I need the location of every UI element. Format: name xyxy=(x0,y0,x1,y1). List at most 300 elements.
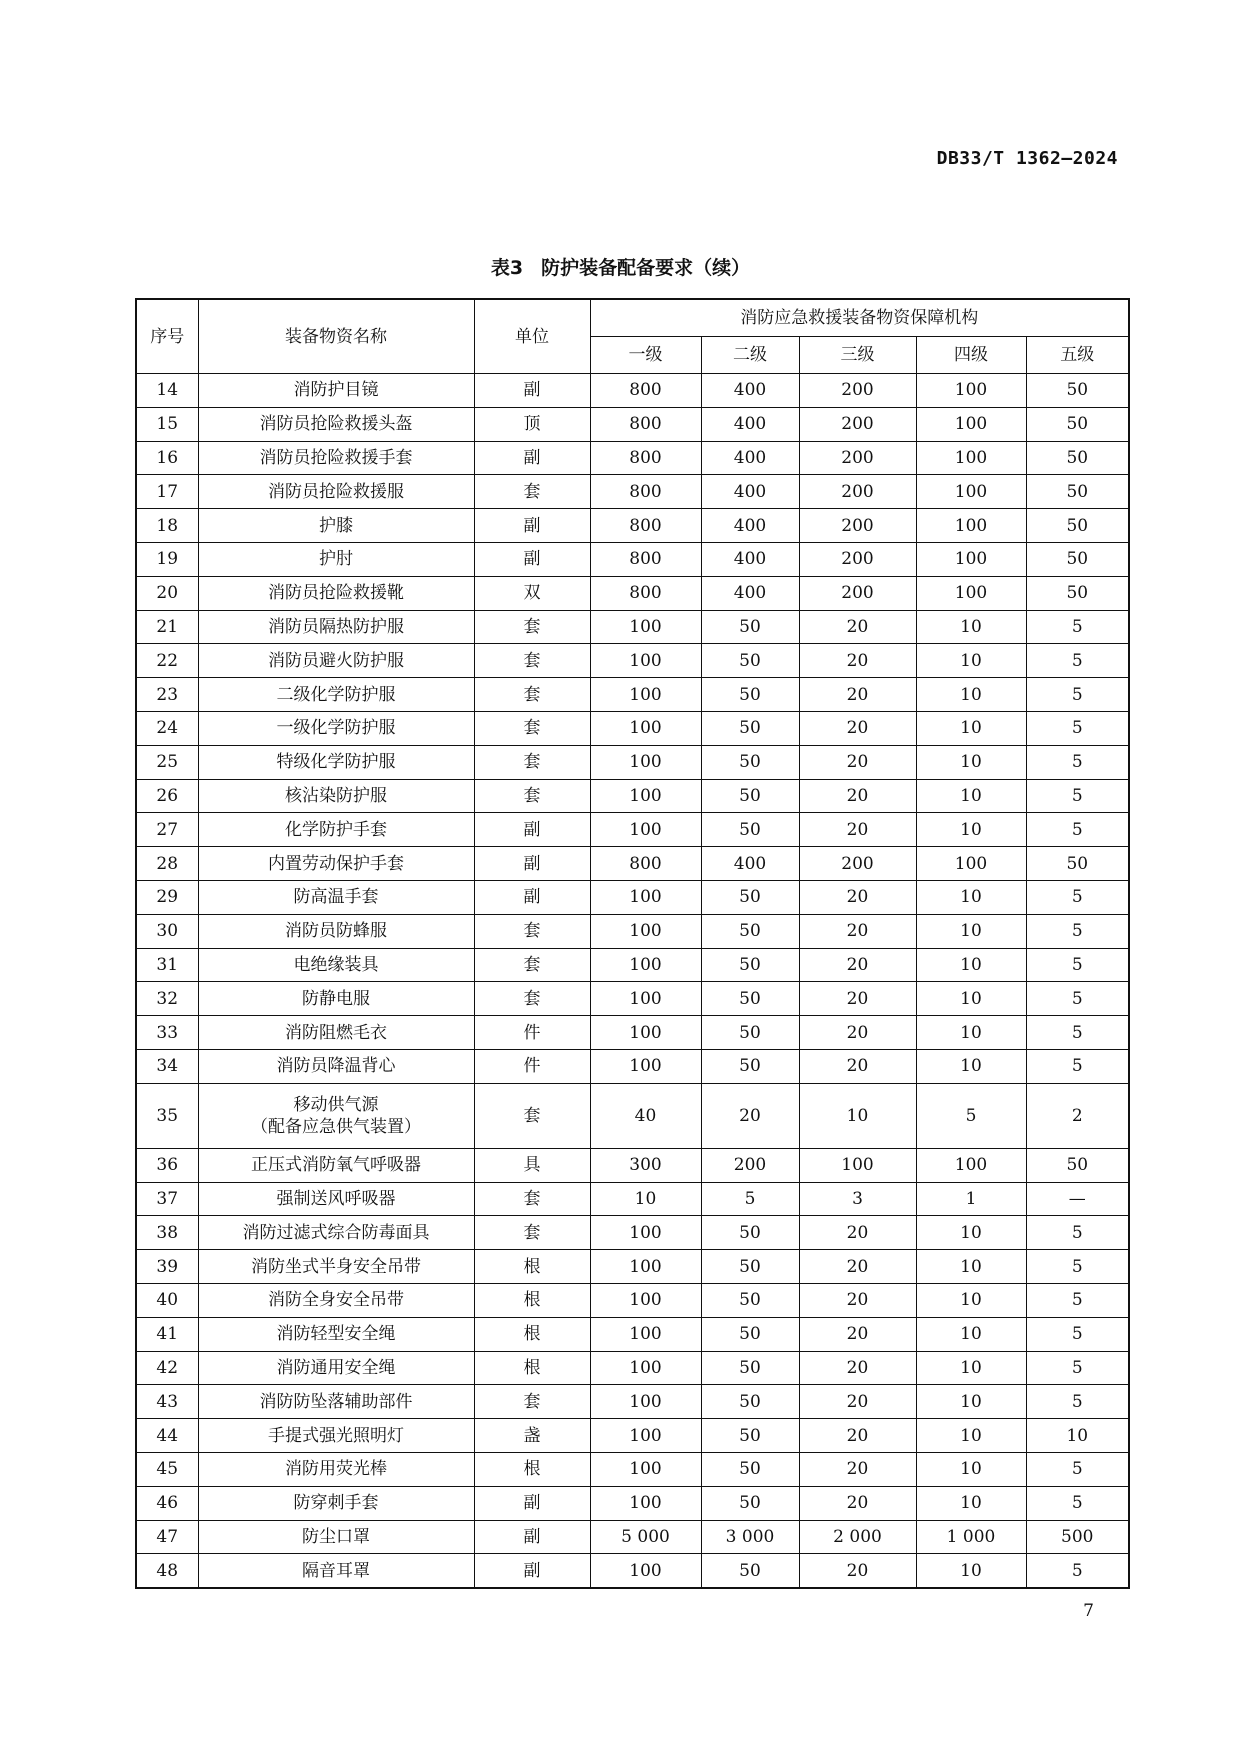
cell-level-5: 5 xyxy=(1026,982,1129,1016)
cell-level-1: 40 xyxy=(590,1083,701,1148)
cell-level-4: 100 xyxy=(916,542,1026,576)
table-row xyxy=(136,1486,1129,1520)
cell-level-3: 20 xyxy=(799,1049,916,1083)
cell-level-5: 500 xyxy=(1026,1520,1129,1554)
cell-name xyxy=(198,1083,474,1148)
cell-level-3: 200 xyxy=(799,374,916,408)
cell-seq: 25 xyxy=(136,745,198,779)
table-row xyxy=(136,1182,1129,1216)
cell-level-5: 50 xyxy=(1026,576,1129,610)
cell-level-4: 100 xyxy=(916,1148,1026,1182)
table-row xyxy=(136,948,1129,982)
cell-level-3: 20 xyxy=(799,1419,916,1453)
cell-level-3: 20 xyxy=(799,779,916,813)
cell-unit: 件 xyxy=(474,1016,590,1050)
cell-level-4: 10 xyxy=(916,678,1026,712)
cell-level-5: 5 xyxy=(1026,1317,1129,1351)
cell-level-1: 100 xyxy=(590,610,701,644)
cell-unit: 副 xyxy=(474,1520,590,1554)
cell-name-line: 一级化学防护服 xyxy=(276,718,396,739)
cell-level-1: 100 xyxy=(590,948,701,982)
cell-unit: 盏 xyxy=(474,1419,590,1453)
cell-level-1: 100 xyxy=(590,1419,701,1453)
cell-level-4: 100 xyxy=(916,475,1026,509)
table-row xyxy=(136,509,1129,543)
cell-level-4: 10 xyxy=(916,813,1026,847)
cell-level-3: 2 000 xyxy=(799,1520,916,1554)
cell-level-3: 20 xyxy=(799,644,916,678)
cell-level-3: 20 xyxy=(799,1554,916,1588)
cell-level-3: 20 xyxy=(799,1250,916,1284)
cell-level-4: 100 xyxy=(916,374,1026,408)
cell-level-3: 20 xyxy=(799,1317,916,1351)
cell-level-2: 50 xyxy=(701,610,799,644)
cell-seq: 18 xyxy=(136,509,198,543)
table-row xyxy=(136,542,1129,576)
cell-level-5: 5 xyxy=(1026,644,1129,678)
cell-seq: 21 xyxy=(136,610,198,644)
cell-unit: 副 xyxy=(474,813,590,847)
cell-unit: 套 xyxy=(474,745,590,779)
cell-level-4: 10 xyxy=(916,948,1026,982)
cell-seq: 20 xyxy=(136,576,198,610)
table-row xyxy=(136,880,1129,914)
cell-unit: 套 xyxy=(474,1216,590,1250)
cell-level-3: 20 xyxy=(799,982,916,1016)
table-row xyxy=(136,1419,1129,1453)
cell-name xyxy=(198,610,474,644)
cell-level-5: 10 xyxy=(1026,1419,1129,1453)
cell-level-5: 5 xyxy=(1026,1385,1129,1419)
cell-name-line: 消防员抢险救援头盔 xyxy=(259,414,413,435)
cell-level-5: 5 xyxy=(1026,711,1129,745)
cell-level-3: 20 xyxy=(799,1452,916,1486)
cell-name-line: 强制送风呼吸器 xyxy=(276,1188,396,1209)
cell-level-5: 5 xyxy=(1026,678,1129,712)
cell-level-5: 5 xyxy=(1026,1016,1129,1050)
equipment-table xyxy=(135,298,1130,1589)
cell-level-1: 300 xyxy=(590,1148,701,1182)
cell-name xyxy=(198,407,474,441)
cell-level-1: 800 xyxy=(590,407,701,441)
cell-name xyxy=(198,576,474,610)
cell-seq: 26 xyxy=(136,779,198,813)
cell-unit: 具 xyxy=(474,1148,590,1182)
cell-level-4: 10 xyxy=(916,1283,1026,1317)
cell-level-1: 10 xyxy=(590,1182,701,1216)
cell-level-2: 400 xyxy=(701,576,799,610)
cell-unit: 根 xyxy=(474,1250,590,1284)
cell-name xyxy=(198,982,474,1016)
cell-level-4: 10 xyxy=(916,880,1026,914)
cell-seq: 40 xyxy=(136,1283,198,1317)
cell-name-line: 消防阻燃毛衣 xyxy=(285,1022,387,1043)
cell-level-2: 20 xyxy=(701,1083,799,1148)
cell-seq: 28 xyxy=(136,847,198,881)
cell-level-5: 5 xyxy=(1026,1049,1129,1083)
cell-level-1: 800 xyxy=(590,509,701,543)
cell-level-3: 20 xyxy=(799,745,916,779)
cell-name-line: 防高温手套 xyxy=(293,887,379,908)
table-row xyxy=(136,1216,1129,1250)
cell-level-4: 10 xyxy=(916,644,1026,678)
table-row xyxy=(136,1351,1129,1385)
cell-name xyxy=(198,1419,474,1453)
cell-seq: 15 xyxy=(136,407,198,441)
cell-name xyxy=(198,1554,474,1588)
cell-level-3: 20 xyxy=(799,1283,916,1317)
table-row xyxy=(136,441,1129,475)
cell-level-1: 100 xyxy=(590,1283,701,1317)
cell-name xyxy=(198,1520,474,1554)
cell-level-2: 50 xyxy=(701,1049,799,1083)
cell-level-4: 10 xyxy=(916,1317,1026,1351)
cell-unit: 根 xyxy=(474,1283,590,1317)
table-row xyxy=(136,1520,1129,1554)
cell-level-5: 50 xyxy=(1026,1148,1129,1182)
cell-level-3: 20 xyxy=(799,813,916,847)
table-number: 表3 xyxy=(490,257,524,279)
cell-name xyxy=(198,745,474,779)
cell-unit: 副 xyxy=(474,1486,590,1520)
cell-name-line: 防尘口罩 xyxy=(302,1526,370,1547)
cell-seq: 22 xyxy=(136,644,198,678)
cell-name xyxy=(198,813,474,847)
cell-unit: 副 xyxy=(474,1554,590,1588)
cell-name xyxy=(198,1385,474,1419)
cell-unit: 套 xyxy=(474,678,590,712)
cell-level-1: 100 xyxy=(590,1554,701,1588)
cell-level-1: 800 xyxy=(590,576,701,610)
cell-level-4: 10 xyxy=(916,1016,1026,1050)
cell-unit: 副 xyxy=(474,509,590,543)
cell-seq: 36 xyxy=(136,1148,198,1182)
cell-level-2: 50 xyxy=(701,1216,799,1250)
cell-level-1: 100 xyxy=(590,1016,701,1050)
table-row xyxy=(136,610,1129,644)
cell-name xyxy=(198,1049,474,1083)
page-number: 7 xyxy=(1083,1601,1094,1621)
cell-level-5: — xyxy=(1026,1182,1129,1216)
cell-unit: 根 xyxy=(474,1351,590,1385)
cell-level-3: 20 xyxy=(799,1351,916,1385)
cell-seq: 32 xyxy=(136,982,198,1016)
cell-seq: 45 xyxy=(136,1452,198,1486)
cell-seq: 39 xyxy=(136,1250,198,1284)
cell-level-3: 20 xyxy=(799,1486,916,1520)
table-title xyxy=(0,253,1241,280)
cell-unit: 套 xyxy=(474,1385,590,1419)
cell-name xyxy=(198,847,474,881)
table-row xyxy=(136,914,1129,948)
cell-level-5: 50 xyxy=(1026,847,1129,881)
cell-level-2: 50 xyxy=(701,1250,799,1284)
header-level-4: 四级 xyxy=(916,337,1026,374)
cell-name-line: 消防员隔热防护服 xyxy=(268,616,404,637)
cell-level-4: 100 xyxy=(916,847,1026,881)
cell-level-1: 800 xyxy=(590,847,701,881)
cell-level-1: 100 xyxy=(590,982,701,1016)
cell-level-4: 10 xyxy=(916,779,1026,813)
cell-level-1: 800 xyxy=(590,441,701,475)
cell-seq: 17 xyxy=(136,475,198,509)
cell-level-3: 200 xyxy=(799,441,916,475)
cell-name xyxy=(198,948,474,982)
cell-seq: 44 xyxy=(136,1419,198,1453)
cell-seq: 19 xyxy=(136,542,198,576)
cell-level-5: 5 xyxy=(1026,1283,1129,1317)
cell-unit: 副 xyxy=(474,542,590,576)
cell-level-2: 50 xyxy=(701,644,799,678)
cell-level-4: 10 xyxy=(916,914,1026,948)
cell-level-3: 20 xyxy=(799,1216,916,1250)
table-row xyxy=(136,1317,1129,1351)
cell-seq: 24 xyxy=(136,711,198,745)
header-seq: 序号 xyxy=(136,299,198,374)
cell-level-2: 400 xyxy=(701,407,799,441)
cell-seq: 46 xyxy=(136,1486,198,1520)
cell-name xyxy=(198,1250,474,1284)
cell-name xyxy=(198,644,474,678)
header-group: 消防应急救援装备物资保障机构 xyxy=(590,299,1129,337)
table-row xyxy=(136,1283,1129,1317)
cell-name-line: 消防员避火防护服 xyxy=(268,650,404,671)
cell-seq: 16 xyxy=(136,441,198,475)
cell-level-2: 400 xyxy=(701,441,799,475)
cell-name-line: 内置劳动保护手套 xyxy=(268,853,404,874)
cell-unit: 套 xyxy=(474,914,590,948)
cell-name xyxy=(198,1283,474,1317)
cell-level-4: 10 xyxy=(916,1419,1026,1453)
cell-name xyxy=(198,1216,474,1250)
cell-level-4: 100 xyxy=(916,441,1026,475)
cell-level-2: 50 xyxy=(701,1419,799,1453)
cell-level-1: 100 xyxy=(590,1049,701,1083)
cell-level-5: 50 xyxy=(1026,407,1129,441)
header-level-3: 三级 xyxy=(799,337,916,374)
cell-level-2: 50 xyxy=(701,779,799,813)
header-level-1: 一级 xyxy=(590,337,701,374)
cell-level-5: 5 xyxy=(1026,813,1129,847)
table-row xyxy=(136,475,1129,509)
cell-level-1: 100 xyxy=(590,1250,701,1284)
table-row xyxy=(136,1554,1129,1588)
cell-level-5: 50 xyxy=(1026,441,1129,475)
header-unit: 单位 xyxy=(474,299,590,374)
cell-name-line: 消防全身安全吊带 xyxy=(268,1290,404,1311)
cell-level-2: 5 xyxy=(701,1182,799,1216)
cell-unit: 副 xyxy=(474,374,590,408)
cell-level-5: 5 xyxy=(1026,1250,1129,1284)
cell-name-line: 特级化学防护服 xyxy=(276,752,396,773)
cell-unit: 根 xyxy=(474,1317,590,1351)
cell-name-line: 电绝缘装具 xyxy=(293,954,379,975)
cell-level-3: 20 xyxy=(799,880,916,914)
cell-level-2: 50 xyxy=(701,1317,799,1351)
table-row xyxy=(136,576,1129,610)
table-row xyxy=(136,374,1129,408)
cell-level-1: 100 xyxy=(590,678,701,712)
cell-name-line: 消防轻型安全绳 xyxy=(276,1324,396,1345)
cell-level-1: 100 xyxy=(590,1317,701,1351)
cell-level-5: 5 xyxy=(1026,948,1129,982)
cell-level-4: 10 xyxy=(916,745,1026,779)
cell-level-3: 100 xyxy=(799,1148,916,1182)
cell-level-2: 50 xyxy=(701,1283,799,1317)
cell-seq: 30 xyxy=(136,914,198,948)
cell-name-line: 护肘 xyxy=(319,549,353,570)
cell-level-4: 10 xyxy=(916,982,1026,1016)
cell-level-2: 50 xyxy=(701,1486,799,1520)
cell-level-3: 20 xyxy=(799,914,916,948)
cell-level-3: 10 xyxy=(799,1083,916,1148)
cell-name-line: 消防护目镜 xyxy=(293,380,379,401)
cell-level-3: 20 xyxy=(799,948,916,982)
table-row xyxy=(136,1452,1129,1486)
cell-level-3: 3 xyxy=(799,1182,916,1216)
cell-level-3: 20 xyxy=(799,1385,916,1419)
table-row xyxy=(136,745,1129,779)
cell-seq: 48 xyxy=(136,1554,198,1588)
cell-name xyxy=(198,1182,474,1216)
cell-level-4: 100 xyxy=(916,407,1026,441)
cell-name-line: 核沾染防护服 xyxy=(285,785,387,806)
cell-level-2: 50 xyxy=(701,1554,799,1588)
cell-seq: 37 xyxy=(136,1182,198,1216)
cell-level-4: 10 xyxy=(916,610,1026,644)
cell-seq: 14 xyxy=(136,374,198,408)
cell-name xyxy=(198,1351,474,1385)
cell-name-line: 消防员抢险救援服 xyxy=(268,481,404,502)
table-row xyxy=(136,407,1129,441)
cell-level-3: 200 xyxy=(799,847,916,881)
table-row xyxy=(136,1083,1129,1148)
cell-name xyxy=(198,1486,474,1520)
cell-level-3: 200 xyxy=(799,576,916,610)
cell-level-2: 50 xyxy=(701,711,799,745)
cell-seq: 27 xyxy=(136,813,198,847)
cell-name xyxy=(198,374,474,408)
cell-level-4: 10 xyxy=(916,711,1026,745)
cell-name xyxy=(198,1452,474,1486)
cell-name-line: 消防坐式半身安全吊带 xyxy=(251,1256,421,1277)
cell-unit: 根 xyxy=(474,1452,590,1486)
cell-unit: 套 xyxy=(474,711,590,745)
cell-level-5: 5 xyxy=(1026,914,1129,948)
table-row xyxy=(136,678,1129,712)
cell-name xyxy=(198,509,474,543)
cell-seq: 23 xyxy=(136,678,198,712)
cell-unit: 套 xyxy=(474,475,590,509)
cell-seq: 29 xyxy=(136,880,198,914)
cell-level-1: 800 xyxy=(590,542,701,576)
cell-seq: 33 xyxy=(136,1016,198,1050)
cell-level-4: 1 xyxy=(916,1182,1026,1216)
cell-level-5: 50 xyxy=(1026,542,1129,576)
cell-level-5: 5 xyxy=(1026,779,1129,813)
cell-name-line: 化学防护手套 xyxy=(285,819,387,840)
cell-level-5: 5 xyxy=(1026,1554,1129,1588)
cell-name-line: 消防员降温背心 xyxy=(276,1056,396,1077)
cell-level-4: 10 xyxy=(916,1486,1026,1520)
cell-level-3: 20 xyxy=(799,1016,916,1050)
cell-name xyxy=(198,678,474,712)
cell-level-1: 100 xyxy=(590,711,701,745)
cell-name-line: 隔音耳罩 xyxy=(302,1560,370,1581)
cell-unit: 副 xyxy=(474,880,590,914)
cell-unit: 副 xyxy=(474,441,590,475)
cell-name xyxy=(198,914,474,948)
cell-seq: 41 xyxy=(136,1317,198,1351)
document-code: DB33/T 1362—2024 xyxy=(936,148,1118,169)
cell-level-5: 5 xyxy=(1026,1452,1129,1486)
cell-name-line: 移动供气源 xyxy=(293,1094,379,1115)
cell-level-2: 50 xyxy=(701,813,799,847)
cell-name xyxy=(198,779,474,813)
cell-name-line: 手提式强光照明灯 xyxy=(268,1425,404,1446)
cell-unit: 套 xyxy=(474,779,590,813)
cell-seq: 38 xyxy=(136,1216,198,1250)
cell-unit: 顶 xyxy=(474,407,590,441)
cell-name-line: 防静电服 xyxy=(302,988,370,1009)
cell-level-3: 20 xyxy=(799,610,916,644)
cell-level-2: 50 xyxy=(701,1452,799,1486)
cell-level-5: 50 xyxy=(1026,374,1129,408)
cell-level-2: 50 xyxy=(701,678,799,712)
table-row xyxy=(136,644,1129,678)
cell-level-4: 10 xyxy=(916,1452,1026,1486)
cell-level-2: 400 xyxy=(701,847,799,881)
cell-level-5: 5 xyxy=(1026,1216,1129,1250)
cell-level-1: 100 xyxy=(590,779,701,813)
cell-seq: 47 xyxy=(136,1520,198,1554)
cell-unit: 副 xyxy=(474,847,590,881)
table-row xyxy=(136,847,1129,881)
cell-unit: 套 xyxy=(474,948,590,982)
cell-level-2: 50 xyxy=(701,745,799,779)
cell-seq: 35 xyxy=(136,1083,198,1148)
cell-name xyxy=(198,1016,474,1050)
cell-level-4: 100 xyxy=(916,509,1026,543)
cell-level-2: 400 xyxy=(701,475,799,509)
cell-level-5: 5 xyxy=(1026,745,1129,779)
cell-level-4: 10 xyxy=(916,1049,1026,1083)
cell-level-1: 100 xyxy=(590,1216,701,1250)
cell-level-5: 5 xyxy=(1026,1351,1129,1385)
cell-level-2: 200 xyxy=(701,1148,799,1182)
cell-name-line: 消防员抢险救援靴 xyxy=(268,583,404,604)
cell-level-1: 800 xyxy=(590,374,701,408)
cell-level-5: 50 xyxy=(1026,509,1129,543)
cell-name-line: 消防员防蜂服 xyxy=(285,921,387,942)
table-caption: 防护装备配备要求（续） xyxy=(541,257,751,279)
table-row xyxy=(136,779,1129,813)
cell-unit: 套 xyxy=(474,982,590,1016)
header-level-2: 二级 xyxy=(701,337,799,374)
cell-level-1: 100 xyxy=(590,1351,701,1385)
cell-level-1: 5 000 xyxy=(590,1520,701,1554)
table-row xyxy=(136,1250,1129,1284)
cell-level-2: 50 xyxy=(701,880,799,914)
cell-level-3: 200 xyxy=(799,509,916,543)
cell-level-4: 1 000 xyxy=(916,1520,1026,1554)
cell-level-2: 3 000 xyxy=(701,1520,799,1554)
cell-seq: 42 xyxy=(136,1351,198,1385)
cell-level-5: 50 xyxy=(1026,475,1129,509)
table-row xyxy=(136,1148,1129,1182)
cell-level-1: 100 xyxy=(590,644,701,678)
header-level-5: 五级 xyxy=(1026,337,1129,374)
